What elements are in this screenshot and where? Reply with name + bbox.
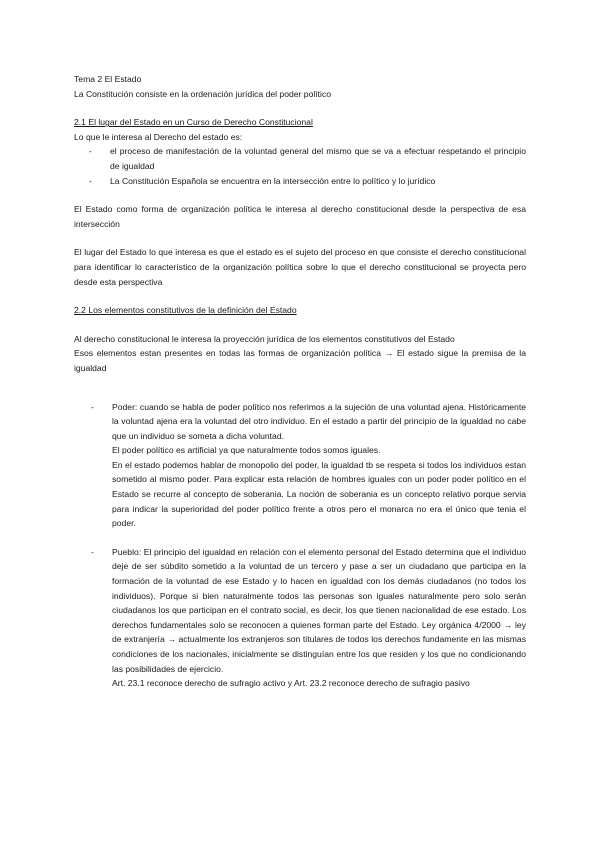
bullet-dash: - bbox=[89, 175, 92, 186]
list-item-pueblo bbox=[74, 545, 526, 691]
list-item-text: el proceso de manifestación de la voluntad general del mismo que se va a efectuar respetando el principio de igualdad bbox=[110, 146, 526, 171]
poder-paragraph: Poder: cuando se habla de poder político nos referimos a la sujeción de una voluntad ajena. Históricamente la voluntad ajena era la voluntad del otro individuo. En el estado a partir del principio de la igualdad no cabe que un individuo se someta a dicha voluntad. bbox=[112, 401, 526, 441]
section-1-heading: 2.1 El lugar del Estado en un Curso de Derecho Constitucional bbox=[74, 117, 313, 128]
pueblo-paragraph: Pueblo: El principio del igualdad en relación con el elemento personal del Estado determina que el individuo deje de ser súbdito sometido a la voluntad de un tercero y pase a ser un ciudadano que participa en la formación de la voluntad de ese Estado y lo hacen en igualdad con los demás ciudadanos (no todos los individuos). Porque si bien naturalmente todos las personas son iguales naturalmente pero solo serán ciudadanos los que participan en el contrato social, es decir, los que tienen nacionalidad de ese estado. Los derechos fundamentales solo se reconocen a quienes forman parte del Estado. Ley orgánica 4/2000 → ley de extranjería → actualmente los extranjeros son titulares de todos los derechos fundamente en las mismas condiciones de los nacionales, inicialmente se distinguían entre los que residen y los que no condicionando las posibilidades de ejercicio. bbox=[112, 546, 526, 674]
document-title: Tema 2 El Estado bbox=[74, 74, 142, 84]
list-item-poder bbox=[74, 400, 526, 531]
bullet-dash: - bbox=[91, 546, 94, 557]
section-2-bullet-list bbox=[74, 400, 526, 691]
poder-paragraph: En el estado podemos hablar de monopolio del poder, la igualdad tb se respeta si todos los individuos estan sometido al mismo poder. Para explicar esta relación de hombres iguales con un poder poder político en el Estado se recurre al concepto de soberania. La noción de soberania es un concepto relativo porque servia para indicar la superioridad del poder político frente a otros pero el monarca no era el único que tenia el poder. bbox=[112, 459, 526, 529]
list-item-text: La Constitución Española se encuentra en la intersección entre lo político y lo jurídico bbox=[110, 175, 436, 186]
section-1-bullet-list bbox=[74, 144, 526, 188]
document-subtitle: La Constitución consiste en la ordenación jurídica del poder político bbox=[74, 88, 332, 99]
paragraph: Al derecho constitucional le interesa la proyección jurídica de los elementos constitutivos del Estado bbox=[74, 333, 455, 344]
paragraph: Esos elementos estan presentes en todas las formas de organización política → El estado sigue la premisa de la igualdad bbox=[74, 348, 526, 373]
pueblo-paragraph: Art. 23.1 reconoce derecho de sufragio activo y Art. 23.2 reconoce derecho de sufragio pasivo bbox=[112, 678, 470, 689]
bullet-dash: - bbox=[89, 146, 92, 157]
list-spacer bbox=[74, 531, 526, 545]
section-2-heading: 2.2 Los elementos constitutivos de la definición del Estado bbox=[74, 305, 297, 316]
paragraph: El lugar del Estado lo que interesa es que el estado es el sujeto del proceso en que consiste el derecho constitucional para identificar lo característico de la organización política sobre lo que el derecho constitucional se proyecta pero desde esta perspectiva bbox=[74, 247, 526, 287]
poder-paragraph: El poder político es artificial ya que naturalmente todos somos iguales. bbox=[112, 445, 381, 456]
section-1-intro: Lo que le interesa al Derecho del estado es: bbox=[74, 131, 243, 142]
paragraph: El Estado como forma de organización política le interesa al derecho constitucional desde la perspectiva de esa intersección bbox=[74, 204, 526, 229]
bullet-dash: - bbox=[91, 401, 94, 412]
list-item bbox=[74, 144, 526, 173]
list-item bbox=[74, 174, 526, 189]
